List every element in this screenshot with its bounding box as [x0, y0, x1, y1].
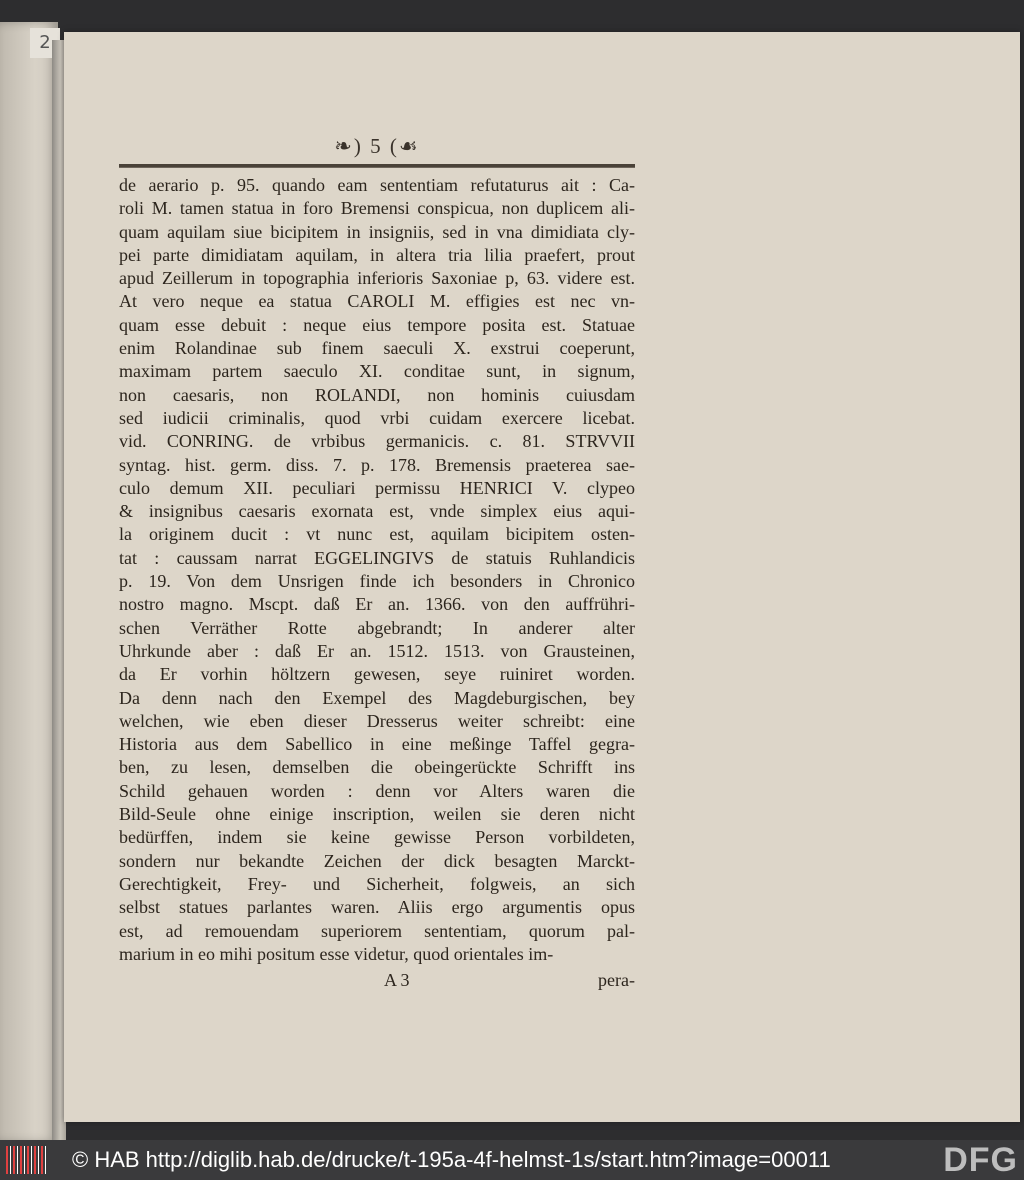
- viewer-footer-bar: [0, 1140, 1024, 1180]
- text-line: pei parte dimidiatam aquilam, in altera tria lilia praefert, prout: [119, 244, 635, 265]
- barcode-icon: [6, 1146, 46, 1174]
- running-head: ❧) 5 (☙: [334, 134, 420, 158]
- text-line: da Er vorhin höltzern gewesen, seye ruiniret worden.: [119, 664, 635, 685]
- body-text: [119, 174, 635, 966]
- text-line: selbst statues parlantes waren. Aliis ergo argumentis opus: [119, 897, 635, 918]
- scanned-page: [64, 32, 1020, 1122]
- text-line: Da denn nach den Exempel des Magdeburgischen, bey: [119, 687, 635, 708]
- catchword: pera-: [598, 970, 635, 991]
- text-line: Historia aus dem Sabellico in eine meßinge Taffel gegra-: [119, 734, 635, 755]
- text-line: ben, zu lesen, demselben die obeingerückte Schrifft ins: [119, 757, 635, 778]
- text-line: de aerario p. 95. quando eam sententiam refutaturus ait : Ca-: [119, 175, 635, 195]
- text-line: Gerechtigkeit, Frey- und Sicherheit, folgweis, an sich: [119, 873, 635, 894]
- text-line: vid. CONRING. de vrbibus germanicis. c. 81. STRVVII: [119, 431, 635, 452]
- text-line: & insignibus caesaris exornata est, vnde simplex eius aqui-: [119, 501, 635, 522]
- text-line: sondern nur bekandte Zeichen der dick besagten Marckt-: [119, 850, 635, 871]
- page-text-block: [119, 132, 635, 998]
- source-url[interactable]: © HAB http://diglib.hab.de/drucke/t-195a-4f-helmst-1s/start.htm?image=00011: [72, 1147, 831, 1172]
- page-footer: [119, 970, 635, 998]
- text-line: tat : caussam narrat EGGELINGIVS de statuis Ruhlandicis: [119, 547, 635, 568]
- text-line: apud Zeillerum in topographia inferioris Saxoniae p, 63. videre est.: [119, 268, 635, 289]
- text-line: sed iudicii criminalis, quod vrbi cuidam exercere licebat.: [119, 407, 635, 428]
- text-line: schen Verräther Rotte abgebrandt; In anderer alter: [119, 617, 635, 638]
- text-line: est, ad remouendam superiorem sententiam, quorum pal-: [119, 920, 635, 941]
- text-line: enim Rolandinae sub finem saeculi X. exstrui coeperunt,: [119, 338, 635, 359]
- text-line: bedürffen, indem sie keine gewisse Person vorbildeten,: [119, 827, 635, 848]
- text-line: maximam partem saeculo XI. conditae sunt, in signum,: [119, 361, 635, 382]
- shelf-label: 2: [30, 28, 60, 58]
- text-line: quam esse debuit : neque eius tempore posita est. Statuae: [119, 314, 635, 335]
- text-line: la originem ducit : vt nunc est, aquilam bicipitem osten-: [119, 524, 635, 545]
- text-line: nostro magno. Mscpt. daß Er an. 1366. von den auffrühri-: [119, 594, 635, 615]
- text-line: Bild-Seule ohne einige inscription, weilen sie deren nicht: [119, 804, 635, 825]
- signature-mark: A 3: [384, 970, 410, 991]
- text-line: quam aquilam siue bicipitem in insigniis, sed in vna dimidiata cly-: [119, 221, 635, 242]
- text-line: marium in eo mihi positum esse videtur, quod orientales im-: [119, 943, 554, 964]
- text-line: Uhrkunde aber : daß Er an. 1512. 1513. von Grausteinen,: [119, 640, 635, 661]
- text-line: p. 19. Von dem Unsrigen finde ich besonders in Chronico: [119, 571, 635, 592]
- text-line: syntag. hist. germ. diss. 7. p. 178. Bremensis praeterea sae-: [119, 454, 635, 475]
- head-rule: [119, 164, 635, 168]
- text-line: culo demum XII. peculiari permissu HENRICI V. clypeo: [119, 477, 635, 498]
- text-line: non caesaris, non ROLANDI, non hominis cuiusdam: [119, 384, 635, 405]
- dfg-logo: DFG: [943, 1141, 1018, 1179]
- text-line: At vero neque ea statua CAROLI M. effigies est nec vn-: [119, 291, 635, 312]
- text-line: Schild gehauen worden : denn vor Alters waren die: [119, 780, 635, 801]
- text-line: roli M. tamen statua in foro Bremensi conspicua, non duplicem ali-: [119, 198, 635, 219]
- text-line: welchen, wie eben dieser Dresserus weiter schreibt: eine: [119, 710, 635, 731]
- facing-page-edge: [0, 22, 58, 1142]
